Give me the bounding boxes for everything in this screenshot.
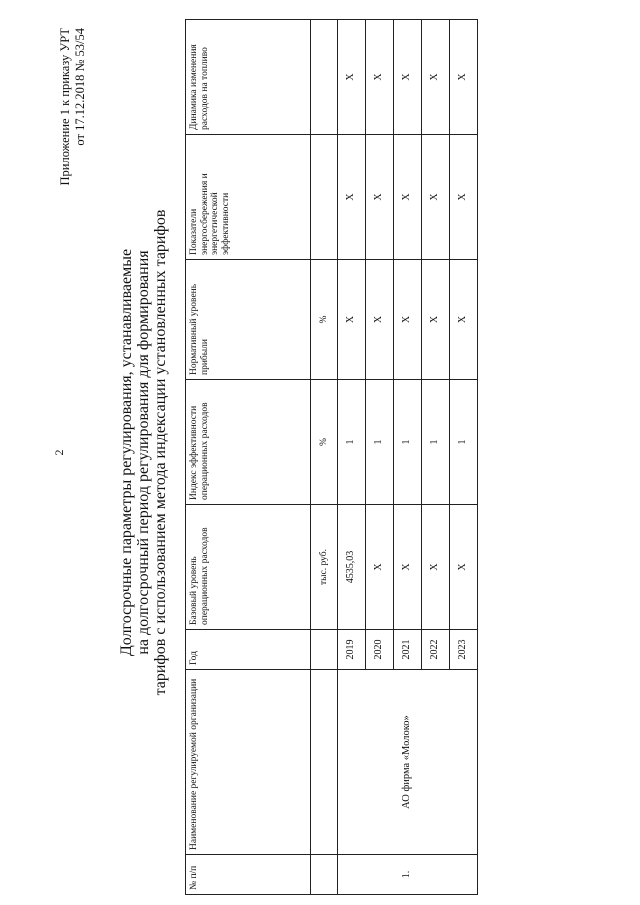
profit-level-cell: X bbox=[366, 260, 394, 380]
energy-saving-cell: X bbox=[366, 135, 394, 260]
row-number: 1. bbox=[338, 855, 478, 895]
profit-level-cell: X bbox=[422, 260, 450, 380]
unit-profit-level: % bbox=[311, 260, 338, 380]
title-line-1: Долгосрочные параметры регулирования, устанавливаемые bbox=[118, 248, 135, 657]
efficiency-index-cell: 1 bbox=[422, 380, 450, 505]
header-base-opex: Базовый уровень операционных расходов bbox=[186, 505, 311, 630]
page-number: 2 bbox=[52, 449, 66, 456]
table-header-row bbox=[186, 20, 311, 895]
appendix-line-1: Приложение 1 к приказу УРТ bbox=[58, 28, 72, 186]
unit-efficiency-index: % bbox=[311, 380, 338, 505]
fuel-dynamics-cell: X bbox=[366, 20, 394, 135]
title-line-2: на долгосрочный период регулирования для формирования bbox=[135, 250, 152, 655]
table-units-row bbox=[311, 20, 338, 895]
header-fuel-dynamics: Динамика изменения расходов на топливо bbox=[186, 20, 311, 135]
year-cell: 2020 bbox=[366, 630, 394, 670]
title-line-3: тарифов с использованием метода индексации установленных тарифов bbox=[152, 209, 169, 696]
base-opex-cell: X bbox=[366, 505, 394, 630]
year-cell: 2021 bbox=[394, 630, 422, 670]
appendix-line-2: от 17.12.2018 № 53/54 bbox=[73, 28, 87, 146]
efficiency-index-cell: 1 bbox=[338, 380, 366, 505]
year-cell: 2023 bbox=[450, 630, 478, 670]
unit-base-opex: тыс. руб. bbox=[311, 505, 338, 630]
header-efficiency-index: Индекс эффективности операционных расходов bbox=[186, 380, 311, 505]
appendix-reference bbox=[58, 28, 88, 186]
efficiency-index-cell: 1 bbox=[394, 380, 422, 505]
unit-year bbox=[311, 630, 338, 670]
efficiency-index-cell: 1 bbox=[450, 380, 478, 505]
energy-saving-cell: X bbox=[394, 135, 422, 260]
base-opex-cell: X bbox=[394, 505, 422, 630]
fuel-dynamics-cell: X bbox=[394, 20, 422, 135]
header-energy-saving: Показатели энергосбережения и энергетической эффективности bbox=[186, 135, 311, 260]
organization-name: АО фирма «Молоко» bbox=[338, 670, 478, 855]
parameters-table bbox=[185, 19, 478, 895]
profit-level-cell: X bbox=[394, 260, 422, 380]
header-num: № п/п bbox=[186, 855, 311, 895]
base-opex-cell: X bbox=[422, 505, 450, 630]
base-opex-cell: X bbox=[450, 505, 478, 630]
unit-fuel-dynamics bbox=[311, 20, 338, 135]
header-organization: Наименование регулируемой организации bbox=[186, 670, 311, 855]
unit-organization bbox=[311, 670, 338, 855]
fuel-dynamics-cell: X bbox=[338, 20, 366, 135]
header-profit-level: Нормативный уровень прибыли bbox=[186, 260, 311, 380]
unit-num bbox=[311, 855, 338, 895]
profit-level-cell: X bbox=[450, 260, 478, 380]
header-year: Год bbox=[186, 630, 311, 670]
document-title bbox=[118, 0, 169, 905]
year-cell: 2022 bbox=[422, 630, 450, 670]
fuel-dynamics-cell: X bbox=[450, 20, 478, 135]
efficiency-index-cell: 1 bbox=[366, 380, 394, 505]
year-cell: 2019 bbox=[338, 630, 366, 670]
base-opex-cell: 4535,03 bbox=[338, 505, 366, 630]
energy-saving-cell: X bbox=[338, 135, 366, 260]
energy-saving-cell: X bbox=[422, 135, 450, 260]
profit-level-cell: X bbox=[338, 260, 366, 380]
fuel-dynamics-cell: X bbox=[422, 20, 450, 135]
unit-energy-saving bbox=[311, 135, 338, 260]
energy-saving-cell: X bbox=[450, 135, 478, 260]
table-row bbox=[338, 20, 366, 895]
